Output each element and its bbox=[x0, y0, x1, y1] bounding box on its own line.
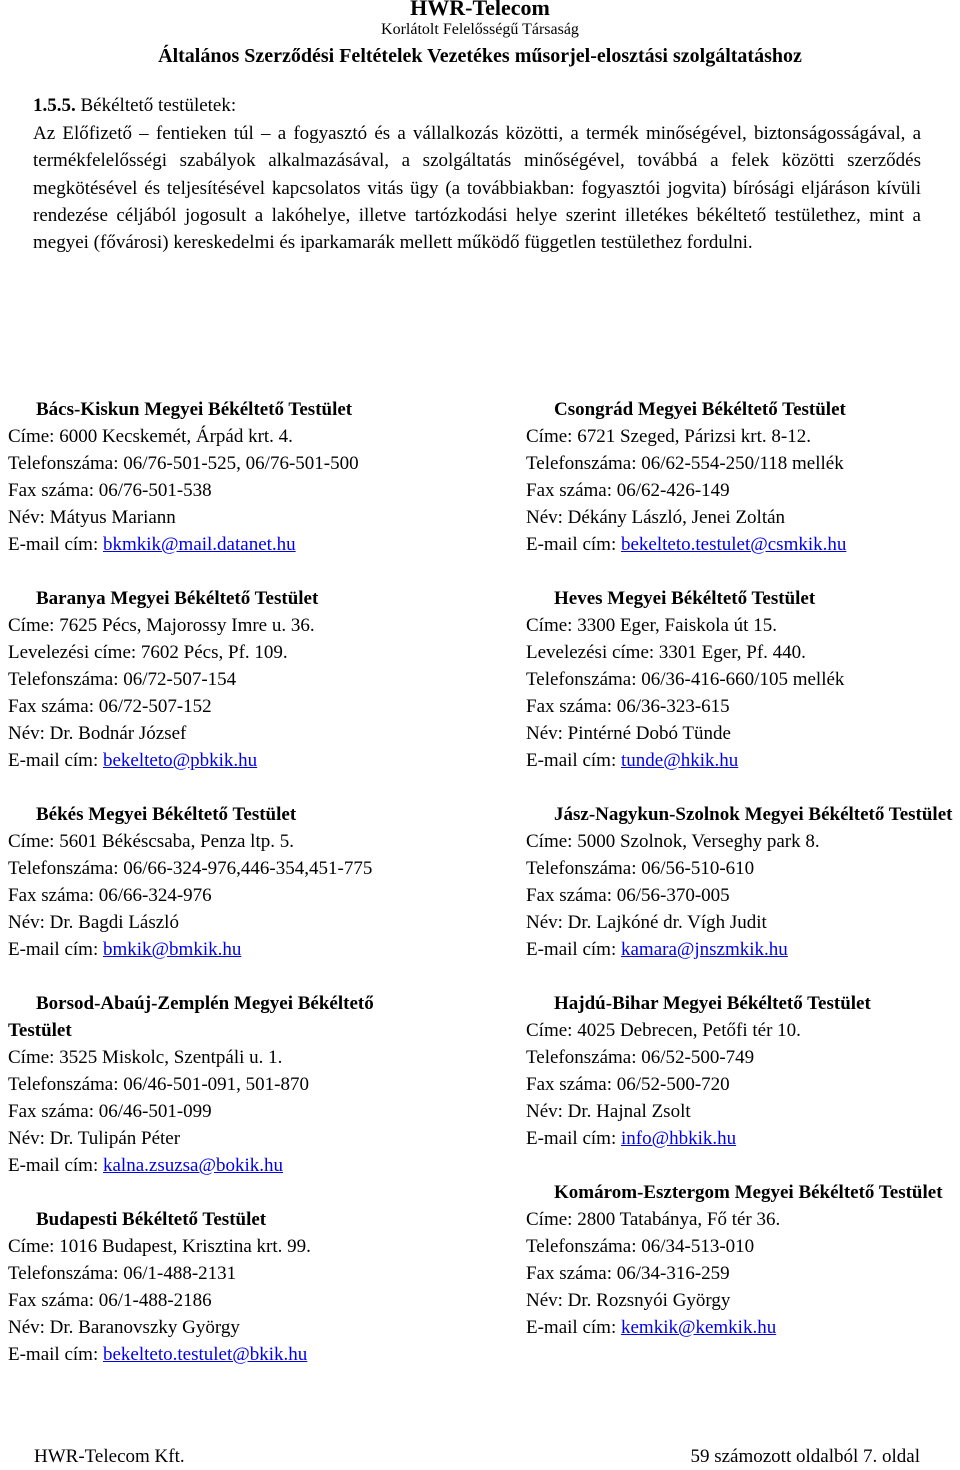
board-contact: Név: Dékány László, Jenei Zoltán bbox=[526, 507, 786, 528]
email-label: E-mail cím: bbox=[526, 1128, 621, 1149]
board-email-row bbox=[526, 747, 954, 774]
board-email-row bbox=[526, 1125, 954, 1152]
board-phone: Telefonszáma: 06/36-416-660/105 mellék bbox=[526, 669, 845, 690]
board-email-row bbox=[526, 1314, 954, 1341]
footer-page-info: 59 számozott oldalból 7. oldal bbox=[690, 1446, 920, 1467]
board-email-row bbox=[8, 936, 438, 963]
email-link[interactable]: bekelteto.testulet@bkik.hu bbox=[102, 1344, 308, 1365]
email-label: E-mail cím: bbox=[8, 750, 103, 771]
board-block bbox=[526, 396, 954, 558]
board-email-row bbox=[526, 531, 954, 558]
email-link[interactable]: bkmkik@mail.datanet.hu bbox=[102, 534, 296, 555]
board-name: Jász-Nagykun-Szolnok Megyei Békéltető Testület bbox=[554, 804, 953, 825]
board-phone: Telefonszáma: 06/56-510-610 bbox=[526, 858, 755, 879]
right-column bbox=[526, 396, 954, 1368]
board-fax: Fax száma: 06/52-500-720 bbox=[526, 1074, 730, 1095]
board-name: Budapesti Békéltető Testület bbox=[36, 1209, 267, 1230]
board-phone: Telefonszáma: 06/1-488-2131 bbox=[8, 1263, 237, 1284]
email-link[interactable]: kamara@jnszmkik.hu bbox=[620, 939, 788, 960]
board-contact: Név: Dr. Tulipán Péter bbox=[8, 1128, 181, 1149]
section-number: 1.5.5. bbox=[33, 95, 76, 116]
email-link[interactable]: bmkik@bmkik.hu bbox=[102, 939, 242, 960]
email-label: E-mail cím: bbox=[526, 534, 621, 555]
board-fax: Fax száma: 06/76-501-538 bbox=[8, 480, 212, 501]
board-postal-address: Levelezési címe: 3301 Eger, Pf. 440. bbox=[526, 642, 806, 663]
board-block bbox=[8, 585, 438, 774]
document-title: Általános Szerződési Feltételek Vezetékes műsorjel-elosztási szolgáltatáshoz bbox=[158, 45, 802, 67]
board-block bbox=[526, 990, 954, 1152]
board-block bbox=[8, 990, 438, 1179]
board-block bbox=[8, 396, 438, 558]
board-fax: Fax száma: 06/66-324-976 bbox=[8, 885, 212, 906]
footer-company: HWR-Telecom Kft. bbox=[34, 1446, 185, 1467]
header-company: HWR-Telecom bbox=[410, 0, 550, 20]
email-label: E-mail cím: bbox=[8, 1344, 103, 1365]
board-address: Címe: 6000 Kecskemét, Árpád krt. 4. bbox=[8, 426, 293, 447]
board-phone: Telefonszáma: 06/62-554-250/118 mellék bbox=[526, 453, 844, 474]
section-paragraph: Az Előfizető – fentieken túl – a fogyasztó és a vállalkozás közötti, a termék minőségével, biztonságosságával, a termékfelelősségi szabályok alkalmazásával, a szolgáltatás minőségével, továbbá a felek közötti szerződés megkötésével és teljesítésével kapcsolatos vitás ügy (a továbbiakban: fogyasztói jogvita) bírósági eljáráson kívüli rendezése céljából jogosult a lakóhelye, illetve tartózkodási helye szerint illetékes békéltető testülethez, mint a megyei (fővárosi) kereskedelmi és iparkamarák mellett működő független testülethez fordulni. bbox=[33, 123, 921, 254]
board-fax: Fax száma: 06/34-316-259 bbox=[526, 1263, 730, 1284]
board-contact: Név: Dr. Lajkóné dr. Vígh Judit bbox=[526, 912, 767, 933]
board-fax: Fax száma: 06/1-488-2186 bbox=[8, 1290, 212, 1311]
board-phone: Telefonszáma: 06/76-501-525, 06/76-501-500 bbox=[8, 453, 359, 474]
board-name: Heves Megyei Békéltető Testület bbox=[554, 588, 816, 609]
board-block bbox=[526, 801, 954, 963]
email-label: E-mail cím: bbox=[8, 939, 103, 960]
board-phone: Telefonszáma: 06/72-507-154 bbox=[8, 669, 237, 690]
board-email-row bbox=[8, 1152, 438, 1179]
board-address: Címe: 2800 Tatabánya, Fő tér 36. bbox=[526, 1209, 781, 1230]
board-block bbox=[8, 1206, 438, 1368]
email-label: E-mail cím: bbox=[526, 1317, 621, 1338]
board-name: Komárom-Esztergom Megyei Békéltető Testület bbox=[554, 1182, 943, 1203]
email-link[interactable]: kalna.zsuzsa@bokik.hu bbox=[102, 1155, 283, 1176]
board-contact: Név: Dr. Bagdi László bbox=[8, 912, 179, 933]
board-block bbox=[526, 1179, 954, 1341]
board-name: Baranya Megyei Békéltető Testület bbox=[36, 588, 319, 609]
board-address: Címe: 1016 Budapest, Krisztina krt. 99. bbox=[8, 1236, 311, 1257]
board-phone: Telefonszáma: 06/52-500-749 bbox=[526, 1047, 755, 1068]
board-name: Hajdú-Bihar Megyei Békéltető Testület bbox=[554, 993, 871, 1014]
board-contact: Név: Dr. Rozsnyói György bbox=[526, 1290, 731, 1311]
board-name: Csongrád Megyei Békéltető Testület bbox=[554, 399, 846, 420]
board-address: Címe: 3300 Eger, Faiskola út 15. bbox=[526, 615, 777, 636]
board-contact: Név: Pintérné Dobó Tünde bbox=[526, 723, 731, 744]
board-phone: Telefonszáma: 06/46-501-091, 501-870 bbox=[8, 1074, 310, 1095]
board-email-row bbox=[8, 531, 438, 558]
board-contact: Név: Mátyus Mariann bbox=[8, 507, 176, 528]
board-email-row bbox=[8, 1341, 438, 1368]
board-phone: Telefonszáma: 06/34-513-010 bbox=[526, 1236, 755, 1257]
board-fax: Fax száma: 06/56-370-005 bbox=[526, 885, 730, 906]
board-name: Békés Megyei Békéltető Testület bbox=[36, 804, 297, 825]
board-fax: Fax száma: 06/46-501-099 bbox=[8, 1101, 212, 1122]
board-contact: Név: Dr. Hajnal Zsolt bbox=[526, 1101, 691, 1122]
board-postal-address: Levelezési címe: 7602 Pécs, Pf. 109. bbox=[8, 642, 288, 663]
board-block bbox=[526, 585, 954, 774]
email-link[interactable]: bekelteto.testulet@csmkik.hu bbox=[620, 534, 847, 555]
board-contact: Név: Dr. Baranovszky György bbox=[8, 1317, 240, 1338]
board-fax: Fax száma: 06/72-507-152 bbox=[8, 696, 212, 717]
email-label: E-mail cím: bbox=[526, 939, 621, 960]
header-legal-form: Korlátolt Felelősségű Társaság bbox=[381, 21, 579, 38]
board-address: Címe: 5601 Békéscsaba, Penza ltp. 5. bbox=[8, 831, 294, 852]
board-name: Borsod-Abaúj-Zemplén Megyei Békéltető Testület bbox=[8, 993, 374, 1041]
email-link[interactable]: tunde@hkik.hu bbox=[620, 750, 739, 771]
board-address: Címe: 6721 Szeged, Párizsi krt. 8-12. bbox=[526, 426, 811, 447]
board-contact: Név: Dr. Bodnár József bbox=[8, 723, 187, 744]
board-email-row bbox=[526, 936, 954, 963]
email-link[interactable]: bekelteto@pbkik.hu bbox=[102, 750, 258, 771]
section-title: Békéltető testületek: bbox=[80, 95, 237, 116]
email-label: E-mail cím: bbox=[8, 534, 103, 555]
board-address: Címe: 3525 Miskolc, Szentpáli u. 1. bbox=[8, 1047, 283, 1068]
email-link[interactable]: info@hbkik.hu bbox=[620, 1128, 737, 1149]
section-heading bbox=[33, 93, 236, 119]
board-phone: Telefonszáma: 06/66-324-976,446-354,451-775 bbox=[8, 858, 373, 879]
email-label: E-mail cím: bbox=[526, 750, 621, 771]
board-fax: Fax száma: 06/62-426-149 bbox=[526, 480, 730, 501]
email-link[interactable]: kemkik@kemkik.hu bbox=[620, 1317, 777, 1338]
left-column bbox=[8, 396, 438, 1395]
board-name: Bács-Kiskun Megyei Békéltető Testület bbox=[36, 399, 353, 420]
board-block bbox=[8, 801, 438, 963]
board-email-row bbox=[8, 747, 438, 774]
board-fax: Fax száma: 06/36-323-615 bbox=[526, 696, 730, 717]
board-address: Címe: 5000 Szolnok, Verseghy park 8. bbox=[526, 831, 820, 852]
email-label: E-mail cím: bbox=[8, 1155, 103, 1176]
board-address: Címe: 7625 Pécs, Majorossy Imre u. 36. bbox=[8, 615, 315, 636]
board-address: Címe: 4025 Debrecen, Petőfi tér 10. bbox=[526, 1020, 801, 1041]
